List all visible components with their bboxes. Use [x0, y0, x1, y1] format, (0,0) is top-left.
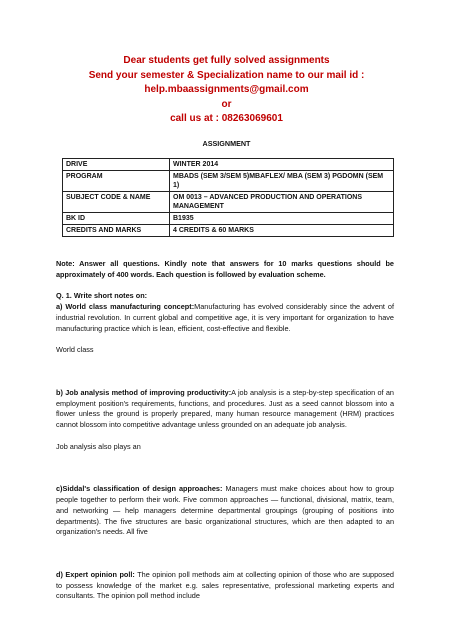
table-key: SUBJECT CODE & NAME: [63, 192, 170, 213]
table-row: [63, 213, 394, 225]
promo-line-2: Send your semester & Specialization name to our mail id :: [88, 69, 365, 81]
note-text: Note: Answer all questions. Kindly note that answers for 10 marks questions should be approximately of 400 words. Each question is followed by evaluation scheme.: [56, 259, 394, 279]
question-heading-text: Q. 1. Write short notes on:: [56, 291, 148, 301]
table-value: WINTER 2014: [170, 159, 394, 171]
part-c-paragraph: [56, 484, 394, 538]
table-key: PROGRAM: [63, 171, 170, 192]
promo-line-1: Dear students get fully solved assignments: [123, 55, 330, 66]
table-row: [63, 171, 394, 192]
assignment-info-table: [62, 158, 394, 237]
promo-header: [0, 54, 453, 127]
part-a-follow: World class: [56, 345, 94, 355]
part-a-paragraph: [56, 302, 394, 334]
part-b-label: b) Job analysis method of improving productivity:: [56, 387, 232, 397]
table-key: BK ID: [63, 213, 170, 225]
table-row: [63, 159, 394, 171]
assignment-body: [56, 259, 394, 602]
table-value: 4 CREDITS & 60 MARKS: [170, 225, 394, 237]
part-a-text: Manufacturing has evolved considerably since the advent of industrial revolution. In current global and competitive age, it is very important for organization to have manufacturing practice which is lean, efficient, cost-effective and flexible.: [56, 302, 394, 333]
question-heading: [56, 291, 394, 302]
table-key: DRIVE: [63, 159, 170, 171]
promo-or: or: [221, 98, 232, 110]
table-row: [63, 192, 394, 213]
table-value: B1935: [170, 213, 394, 225]
part-d-text: The opinion poll methods aim at collecting opinion of those who are supposed to possess knowledge of the market e.g. sales representative, professional marketing experts and consultants. The opinion poll method include: [56, 569, 394, 601]
part-c-label: c)Siddal's classification of design approaches:: [56, 484, 223, 494]
part-d-paragraph: [56, 570, 394, 602]
table-row: [63, 225, 394, 237]
assignment-title: ASSIGNMENT: [202, 139, 251, 148]
table-value: OM 0013 – ADVANCED PRODUCTION AND OPERATIONS MANAGEMENT: [170, 192, 394, 213]
table-value: MBADS (SEM 3/SEM 5)MBAFLEX/ MBA (SEM 3) PGDOMN (SEM 1): [170, 171, 394, 192]
note-paragraph: [56, 259, 394, 280]
part-a-label: a) World class manufacturing concept:: [56, 302, 195, 312]
table-key: CREDITS AND MARKS: [63, 225, 170, 237]
part-d-label: d) Expert opinion poll:: [56, 569, 135, 579]
part-b-text: A job analysis is a step-by-step specification of an employment position's requirements, functions, and procedures. Just as a seed cannot blossom into a flower unless the ground is properly prepared, many human resource management (HRM) practices cannot blossom into competitive advantage unless grounded on an adequate job analysis.: [56, 387, 394, 430]
contact-phone: call us at : 08263069601: [170, 113, 283, 124]
part-b-paragraph: [56, 388, 394, 431]
part-c-text: Managers must make choices about how to group people together to perform their work. Five common approaches — functional, divisional, matrix, team, and networking — help managers determine departmental groupings (grouping of positions into departments). The five structures are basic organizational structures, which are then adapted to an organization's needs. All five: [56, 484, 394, 537]
contact-email[interactable]: help.mbaassignments@gmail.com: [144, 84, 309, 95]
part-b-follow: Job analysis also plays an: [56, 441, 141, 451]
